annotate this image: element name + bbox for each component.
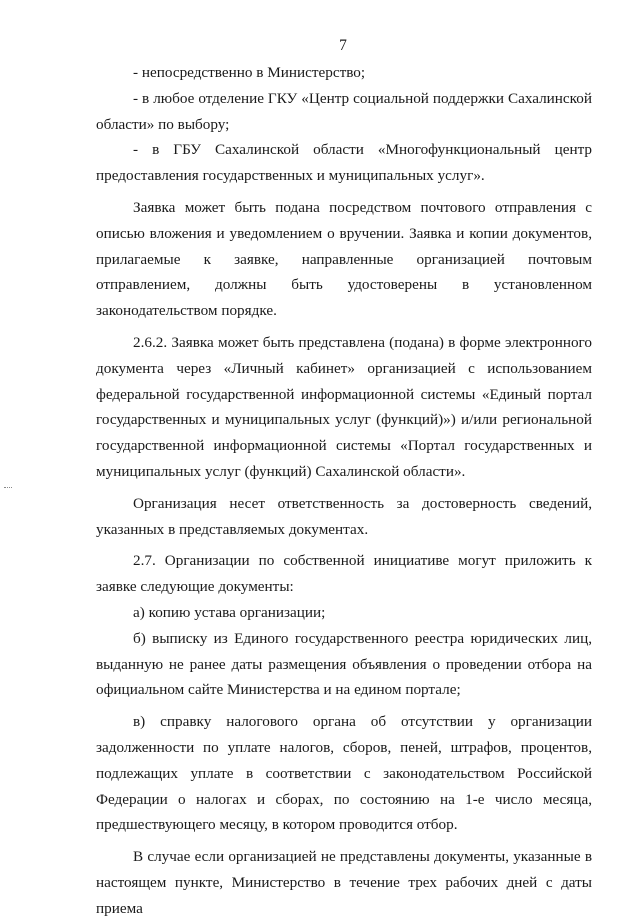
page-number: 7 xyxy=(339,37,347,54)
document-body xyxy=(96,60,592,922)
paragraph-11: В случае если организацией не представлены документы, указанные в настоящем пункте, Министерство в течение трех рабочих дней с даты приема xyxy=(96,848,592,917)
paragraph-4: Заявка может быть подана посредством почтового отправления с описью вложения и уведомлением о вручении. Заявка и копии документов, прилагаемые к заявке, направленные организацией почтовым отправлением, должны быть удостоверены в установленном законодательством порядке. xyxy=(96,198,592,320)
paragraph-8: а) копию устава организации; xyxy=(133,603,326,621)
paragraph-2: - в любое отделение ГКУ «Центр социальной поддержки Сахалинской области» по выбору; xyxy=(96,89,592,133)
paragraph-5: 2.6.2. Заявка может быть представлена (подана) в форме электронного документа через «Личный кабинет» организацией с использованием федеральной государственной информационной системы «Единый портал государственных и муниципальных услуг (функций)») и/или региональной государственной информационной системы «Портал государственных и муниципальных услуг (функций) Сахалинской области». xyxy=(96,333,592,480)
paragraph-6: Организация несет ответственность за достоверность сведений, указанных в представляемых документах. xyxy=(96,494,592,538)
paragraph-3: - в ГБУ Сахалинской области «Многофункциональный центр предоставления государственных и муниципальных услуг». xyxy=(96,141,592,185)
paragraph-9: б) выписку из Единого государственного реестра юридических лиц, выданную не ранее даты размещения объявления о проведении отбора на официальном сайте Министерства и на едином портале; xyxy=(96,629,592,699)
margin-mark xyxy=(4,487,12,489)
paragraph-1: - непосредственно в Министерство; xyxy=(133,64,366,81)
paragraph-7: 2.7. Организации по собственной инициативе могут приложить к заявке следующие документы: xyxy=(96,552,592,596)
paragraph-10: в) справку налогового органа об отсутствии у организации задолженности по уплате налогов, сборов, пеней, штрафов, процентов, подлежащих уплате в соответствии с законодательством Российской Федерации о налогах и сборах, по состоянию на 1-е число месяца, предшествующего месяцу, в котором проводится отбор. xyxy=(96,713,592,834)
